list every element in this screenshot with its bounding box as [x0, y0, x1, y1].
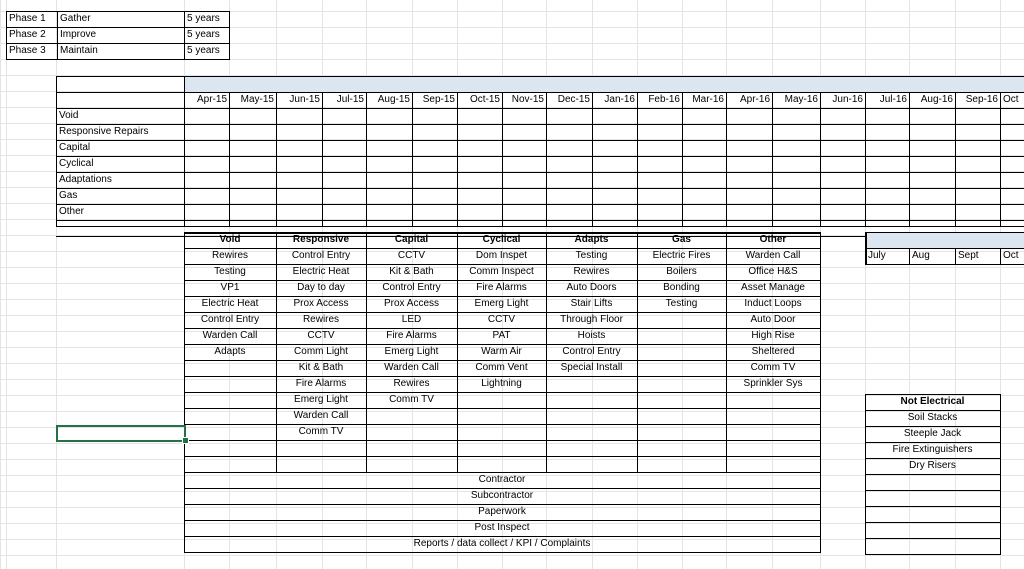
- border-line: [865, 232, 1024, 233]
- border-line: [276, 92, 277, 227]
- border-line: [6, 43, 230, 44]
- border-line: [229, 11, 230, 60]
- border-line: [56, 140, 1024, 141]
- border-line: [592, 92, 593, 227]
- border-line: [546, 232, 547, 472]
- border-line: [56, 226, 1024, 227]
- work-type-item: PAT: [492, 330, 511, 341]
- month-header: Jun-15: [289, 94, 320, 105]
- work-type-item: Office H&S: [748, 266, 798, 277]
- border-line: [1000, 248, 1001, 264]
- work-type-item: Testing: [575, 250, 608, 261]
- work-type-header: Capital: [394, 234, 429, 245]
- border-line: [56, 76, 57, 227]
- work-type-item: Electric Fires: [652, 250, 711, 261]
- month-header: Aug-15: [377, 94, 410, 105]
- work-type-item: Rewires: [393, 378, 430, 389]
- border-line: [865, 394, 866, 555]
- work-type-item: Stair Lifts: [570, 298, 613, 309]
- work-type-item: Comm TV: [750, 362, 796, 373]
- selected-cell[interactable]: [56, 425, 186, 442]
- work-type-item: Control Entry: [562, 346, 621, 357]
- work-type-item: Kit & Bath: [298, 362, 344, 373]
- month-header: Mar-16: [692, 94, 724, 105]
- month-header: May-16: [784, 94, 818, 105]
- work-type-item: Fire Alarms: [295, 378, 347, 389]
- work-type-item: Electric Heat: [292, 266, 350, 277]
- work-type-item: Special Install: [560, 362, 623, 373]
- border-line: [276, 232, 277, 472]
- work-type-item: Sprinkler Sys: [743, 378, 803, 389]
- border-line: [184, 504, 821, 505]
- work-type-item: Boilers: [666, 266, 697, 277]
- category-label: Other: [59, 206, 85, 217]
- border-line: [457, 232, 458, 472]
- phase-name: Gather: [60, 13, 91, 24]
- phase-name: Improve: [60, 29, 97, 40]
- work-type-header: Gas: [672, 234, 691, 245]
- month-header: Apr-15: [196, 94, 227, 105]
- work-type-item: Rewires: [573, 266, 610, 277]
- border-line: [184, 520, 821, 521]
- month-header: Nov-15: [511, 94, 544, 105]
- border-line: [57, 11, 58, 60]
- work-type-item: LED: [401, 314, 422, 325]
- not-electrical-item: Dry Risers: [909, 460, 956, 471]
- border-line: [184, 536, 821, 537]
- border-line: [865, 522, 1001, 523]
- work-type-header: Responsive: [292, 234, 350, 245]
- phase-label: Phase 1: [9, 13, 46, 24]
- header-band: [865, 232, 1024, 248]
- work-type-item: CCTV: [307, 330, 335, 341]
- month-header: Feb-16: [648, 94, 680, 105]
- border-line: [6, 11, 230, 12]
- work-type-item: CCTV: [487, 314, 516, 325]
- work-type-item: Electric Heat: [201, 298, 259, 309]
- category-label: Capital: [59, 142, 91, 153]
- phase-duration: 5 years: [187, 29, 220, 40]
- border-line: [56, 108, 1024, 109]
- summary-row: Contractor: [478, 474, 526, 485]
- work-type-item: Rewires: [302, 314, 340, 325]
- border-line: [955, 92, 956, 227]
- border-line: [865, 442, 1001, 443]
- border-line: [457, 92, 458, 227]
- work-type-item: Fire Alarms: [386, 330, 437, 341]
- work-type-item: Through Floor: [560, 314, 623, 325]
- work-type-item: Lightning: [481, 378, 522, 389]
- border-line: [772, 92, 773, 227]
- month-header: Sept: [958, 250, 979, 261]
- work-type-item: Warm Air: [481, 346, 522, 357]
- border-line: [6, 11, 7, 60]
- month-header: Jul-16: [879, 94, 907, 105]
- border-line: [726, 92, 727, 227]
- work-type-header: Void: [219, 234, 241, 245]
- border-line: [56, 92, 1024, 93]
- border-line: [865, 458, 1001, 459]
- work-type-item: Prox Access: [293, 298, 349, 309]
- work-type-item: CCTV: [397, 250, 426, 261]
- phase-duration: 5 years: [187, 45, 220, 56]
- month-header: Oct-15: [469, 94, 500, 105]
- border-line: [865, 232, 867, 264]
- border-line: [865, 92, 866, 227]
- border-line: [909, 92, 910, 227]
- work-type-item: Hoists: [577, 330, 606, 341]
- border-line: [184, 488, 821, 489]
- work-type-item: Testing: [214, 266, 246, 277]
- border-line: [909, 248, 910, 264]
- work-type-item: Comm Inspect: [469, 266, 534, 277]
- month-header: Sep-15: [422, 94, 455, 105]
- gridline: [0, 555, 1024, 556]
- work-type-header: Adapts: [574, 234, 609, 245]
- work-type-item: Dom Inspet: [475, 250, 528, 261]
- work-type-item: Warden Call: [745, 250, 801, 261]
- border-line: [682, 92, 683, 227]
- work-type-header: Other: [759, 234, 787, 245]
- border-line: [955, 248, 956, 264]
- border-line: [726, 232, 727, 472]
- work-type-item: Adapts: [214, 346, 246, 357]
- work-type-item: Induct Loops: [744, 298, 802, 309]
- phase-label: Phase 3: [9, 45, 46, 56]
- border-line: [865, 426, 1001, 427]
- work-type-item: Comm TV: [389, 394, 434, 405]
- border-line: [412, 92, 413, 227]
- work-type-item: Asset Manage: [741, 282, 805, 293]
- phase-duration: 5 years: [187, 13, 220, 24]
- border-line: [865, 474, 1001, 475]
- border-line: [865, 554, 1001, 555]
- border-line: [637, 232, 638, 472]
- gridline: [0, 0, 1, 569]
- border-line: [865, 410, 1001, 411]
- month-header: Jul-15: [336, 94, 364, 105]
- month-header: July: [868, 250, 886, 261]
- border-line: [56, 156, 1024, 157]
- work-type-item: Control Entry: [382, 282, 441, 293]
- border-line: [6, 59, 230, 60]
- month-header: Aug: [912, 250, 930, 261]
- not-electrical-item: Soil Stacks: [907, 412, 958, 423]
- border-line: [184, 76, 185, 227]
- border-line: [865, 506, 1001, 507]
- month-header: Jan-16: [604, 94, 635, 105]
- border-line: [637, 92, 638, 227]
- border-line: [1000, 394, 1001, 555]
- border-line: [229, 92, 230, 227]
- border-line: [6, 27, 230, 28]
- work-type-item: Comm TV: [298, 426, 344, 437]
- work-type-item: Kit & Bath: [389, 266, 434, 277]
- border-line: [322, 92, 323, 227]
- border-line: [865, 264, 1024, 265]
- not-electrical-item: Steeple Jack: [903, 428, 962, 439]
- border-line: [865, 538, 1001, 539]
- summary-row: Paperwork: [478, 506, 526, 517]
- category-label: Responsive Repairs: [59, 126, 149, 137]
- border-line: [184, 552, 821, 553]
- month-header: Sep-16: [965, 94, 998, 105]
- phase-label: Phase 2: [9, 29, 46, 40]
- work-type-item: Fire Alarms: [476, 282, 527, 293]
- border-line: [865, 490, 1001, 491]
- work-type-item: Emerg Light: [294, 394, 348, 405]
- border-line: [820, 92, 821, 227]
- summary-row: Post Inspect: [474, 522, 530, 533]
- fill-handle[interactable]: [182, 437, 189, 444]
- border-line: [56, 220, 1024, 221]
- work-type-item: Prox Access: [383, 298, 440, 309]
- work-type-header: Cyclical: [482, 234, 521, 245]
- border-line: [184, 11, 185, 60]
- work-type-item: Control Entry: [291, 250, 351, 261]
- border-line: [56, 76, 1024, 77]
- work-type-item: Warden Call: [384, 362, 439, 373]
- work-type-item: Rewires: [211, 250, 249, 261]
- header-band: [184, 76, 1024, 92]
- summary-row: Reports / data collect / KPI / Complaints: [413, 538, 591, 549]
- gridline: [6, 0, 7, 569]
- border-line: [820, 472, 821, 553]
- border-line: [366, 92, 367, 227]
- category-label: Void: [59, 110, 79, 121]
- work-type-item: Comm Vent: [475, 362, 528, 373]
- work-type-item: Auto Doors: [566, 282, 617, 293]
- category-label: Gas: [59, 190, 78, 201]
- month-header: May-15: [240, 94, 274, 105]
- work-type-item: Warden Call: [202, 330, 258, 341]
- work-type-item: High Rise: [751, 330, 795, 341]
- border-line: [502, 92, 503, 227]
- work-type-item: Emerg Light: [474, 298, 529, 309]
- month-header: Apr-16: [739, 94, 770, 105]
- month-header: Dec-15: [557, 94, 590, 105]
- not-electrical-item: Fire Extinguishers: [892, 444, 973, 455]
- border-line: [56, 188, 1024, 189]
- border-line: [56, 172, 1024, 173]
- month-header: Aug-16: [920, 94, 953, 105]
- work-type-item: Emerg Light: [384, 346, 439, 357]
- border-line: [184, 472, 821, 473]
- work-type-item: Auto Door: [750, 314, 796, 325]
- work-type-item: Sheltered: [751, 346, 795, 357]
- work-type-item: Testing: [665, 298, 698, 309]
- work-type-item: Warden Call: [293, 410, 349, 421]
- border-line: [820, 232, 821, 472]
- month-header: Oct: [1003, 250, 1019, 261]
- category-label: Adaptations: [59, 174, 112, 185]
- phase-name: Maintain: [60, 45, 98, 56]
- category-label: Cyclical: [59, 158, 94, 169]
- work-type-item: Comm Light: [294, 346, 348, 357]
- border-line: [184, 472, 185, 553]
- month-header: Jun-16: [832, 94, 863, 105]
- border-line: [865, 394, 1001, 395]
- not-electrical-title: Not Electrical: [900, 396, 965, 407]
- border-line: [366, 232, 367, 472]
- work-type-item: Day to day: [297, 282, 345, 293]
- work-type-item: Bonding: [663, 282, 700, 293]
- border-line: [1000, 92, 1001, 227]
- summary-row: Subcontractor: [470, 490, 534, 501]
- border-line: [56, 204, 1024, 205]
- border-line: [56, 124, 1024, 125]
- month-header: Oct: [1003, 94, 1019, 105]
- work-type-item: Control Entry: [200, 314, 260, 325]
- work-type-item: VP1: [220, 282, 240, 293]
- border-line: [546, 92, 547, 227]
